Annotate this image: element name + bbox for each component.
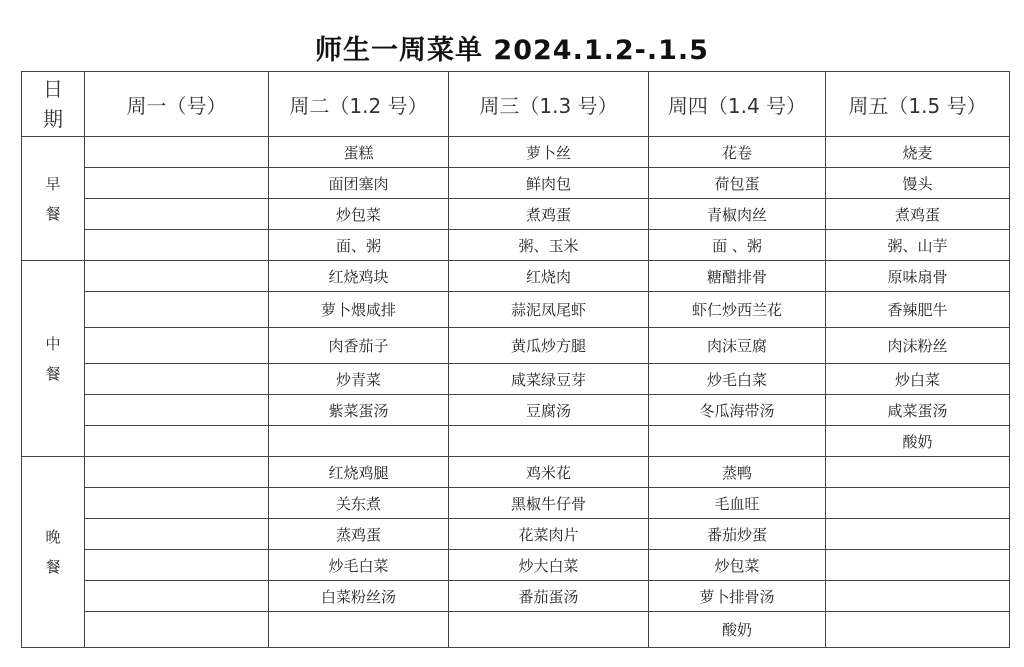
dinner-dish-friday — [826, 581, 1010, 612]
dinner-dish-tuesday: 蒸鸡蛋 — [269, 519, 449, 550]
day-header-monday: 周一（号） — [85, 72, 269, 137]
dinner-row — [22, 550, 1010, 581]
day-header-wednesday: 周三（1.3 号） — [449, 72, 649, 137]
page-title: 师生一周菜单 2024.1.2-.1.5 — [315, 35, 709, 66]
breakfast-dish-tuesday: 面、粥 — [269, 230, 449, 261]
dinner-dish-tuesday: 关东煮 — [269, 488, 449, 519]
date-header-char-2: 期 — [43, 107, 63, 131]
lunch-dish-thursday: 冬瓜海带汤 — [649, 395, 826, 426]
dinner-dish-tuesday: 红烧鸡腿 — [269, 457, 449, 488]
lunch-dish-thursday: 虾仁炒西兰花 — [649, 292, 826, 328]
lunch-dish-wednesday: 蒜泥凤尾虾 — [449, 292, 649, 328]
lunch-dish-friday: 肉沫粉丝 — [826, 328, 1010, 364]
dinner-dish-monday — [85, 488, 269, 519]
lunch-dish-wednesday: 豆腐汤 — [449, 395, 649, 426]
lunch-dish-friday: 咸菜蛋汤 — [826, 395, 1010, 426]
lunch-dish-friday: 原味扇骨 — [826, 261, 1010, 292]
breakfast-dish-tuesday: 炒包菜 — [269, 199, 449, 230]
breakfast-dish-monday — [85, 168, 269, 199]
day-header-tuesday: 周二（1.2 号） — [269, 72, 449, 137]
weekly-menu-table — [21, 71, 1010, 648]
lunch-dish-monday — [85, 261, 269, 292]
breakfast-dish-thursday: 荷包蛋 — [649, 168, 826, 199]
lunch-dish-tuesday: 红烧鸡块 — [269, 261, 449, 292]
lunch-dish-monday — [85, 364, 269, 395]
breakfast-dish-wednesday: 粥、玉米 — [449, 230, 649, 261]
lunch-dish-wednesday: 红烧肉 — [449, 261, 649, 292]
lunch-row — [22, 261, 1010, 292]
lunch-dish-monday — [85, 292, 269, 328]
breakfast-dish-friday: 粥、山芋 — [826, 230, 1010, 261]
dinner-row — [22, 457, 1010, 488]
breakfast-label — [22, 137, 85, 261]
dinner-dish-wednesday: 番茄蛋汤 — [449, 581, 649, 612]
dinner-dish-friday — [826, 612, 1010, 648]
breakfast-dish-thursday: 面 、粥 — [649, 230, 826, 261]
date-header — [22, 72, 85, 137]
breakfast-dish-friday: 煮鸡蛋 — [826, 199, 1010, 230]
breakfast-dish-thursday: 花卷 — [649, 137, 826, 168]
dinner-dish-thursday: 萝卜排骨汤 — [649, 581, 826, 612]
breakfast-row — [22, 137, 1010, 168]
lunch-row — [22, 364, 1010, 395]
breakfast-dish-wednesday: 萝卜丝 — [449, 137, 649, 168]
breakfast-row — [22, 230, 1010, 261]
breakfast-dish-tuesday: 蛋糕 — [269, 137, 449, 168]
dinner-row — [22, 488, 1010, 519]
breakfast-row — [22, 199, 1010, 230]
breakfast-dish-wednesday: 煮鸡蛋 — [449, 199, 649, 230]
breakfast-dish-monday — [85, 230, 269, 261]
lunch-dish-thursday: 肉沫豆腐 — [649, 328, 826, 364]
dinner-dish-wednesday: 炒大白菜 — [449, 550, 649, 581]
breakfast-label-char: 早 — [45, 174, 61, 193]
dinner-dish-thursday: 炒包菜 — [649, 550, 826, 581]
lunch-row — [22, 292, 1010, 328]
breakfast-dish-monday — [85, 199, 269, 230]
lunch-dish-wednesday: 咸菜绿豆芽 — [449, 364, 649, 395]
dinner-label-char: 餐 — [45, 558, 61, 576]
dinner-dish-monday — [85, 612, 269, 648]
breakfast-dish-tuesday: 面团塞肉 — [269, 168, 449, 199]
breakfast-dish-thursday: 青椒肉丝 — [649, 199, 826, 230]
breakfast-row — [22, 168, 1010, 199]
breakfast-dish-friday: 馒头 — [826, 168, 1010, 199]
dinner-label-char: 晚 — [45, 528, 61, 546]
lunch-dish-monday — [85, 426, 269, 457]
lunch-row — [22, 426, 1010, 457]
dinner-dish-tuesday: 白菜粉丝汤 — [269, 581, 449, 612]
lunch-dish-wednesday — [449, 426, 649, 457]
lunch-dish-thursday: 炒毛白菜 — [649, 364, 826, 395]
lunch-dish-tuesday: 炒青菜 — [269, 364, 449, 395]
dinner-row — [22, 581, 1010, 612]
dinner-dish-wednesday — [449, 612, 649, 648]
breakfast-dish-friday: 烧麦 — [826, 137, 1010, 168]
dinner-dish-wednesday: 黑椒牛仔骨 — [449, 488, 649, 519]
lunch-dish-wednesday: 黄瓜炒方腿 — [449, 328, 649, 364]
dinner-dish-monday — [85, 457, 269, 488]
lunch-dish-thursday — [649, 426, 826, 457]
lunch-dish-tuesday: 萝卜煨咸排 — [269, 292, 449, 328]
lunch-dish-friday: 酸奶 — [826, 426, 1010, 457]
lunch-dish-monday — [85, 395, 269, 426]
lunch-row — [22, 328, 1010, 364]
dinner-dish-thursday: 蒸鸭 — [649, 457, 826, 488]
lunch-dish-tuesday: 紫菜蛋汤 — [269, 395, 449, 426]
dinner-dish-thursday: 番茄炒蛋 — [649, 519, 826, 550]
dinner-dish-thursday: 毛血旺 — [649, 488, 826, 519]
breakfast-dish-wednesday: 鲜肉包 — [449, 168, 649, 199]
dinner-dish-friday — [826, 519, 1010, 550]
breakfast-dish-monday — [85, 137, 269, 168]
lunch-dish-friday: 香辣肥牛 — [826, 292, 1010, 328]
lunch-dish-monday — [85, 328, 269, 364]
dinner-dish-monday — [85, 581, 269, 612]
dinner-dish-tuesday — [269, 612, 449, 648]
day-header-thursday: 周四（1.4 号） — [649, 72, 826, 137]
lunch-label — [22, 261, 85, 457]
dinner-row — [22, 612, 1010, 648]
dinner-dish-tuesday: 炒毛白菜 — [269, 550, 449, 581]
dinner-dish-friday — [826, 488, 1010, 519]
dinner-dish-wednesday: 鸡米花 — [449, 457, 649, 488]
dinner-row — [22, 519, 1010, 550]
lunch-dish-tuesday: 肉香茄子 — [269, 328, 449, 364]
lunch-label-char: 中 — [45, 334, 61, 353]
dinner-dish-friday — [826, 550, 1010, 581]
date-header-char-1: 日 — [43, 77, 63, 101]
dinner-dish-thursday: 酸奶 — [649, 612, 826, 648]
dinner-dish-monday — [85, 519, 269, 550]
dinner-dish-friday — [826, 457, 1010, 488]
dinner-dish-wednesday: 花菜肉片 — [449, 519, 649, 550]
lunch-label-char: 餐 — [45, 364, 61, 383]
lunch-dish-tuesday — [269, 426, 449, 457]
header-row — [22, 72, 1010, 137]
lunch-dish-thursday: 糖醋排骨 — [649, 261, 826, 292]
lunch-row — [22, 395, 1010, 426]
dinner-dish-monday — [85, 550, 269, 581]
breakfast-label-char: 餐 — [45, 204, 61, 223]
day-header-friday: 周五（1.5 号） — [826, 72, 1010, 137]
lunch-dish-friday: 炒白菜 — [826, 364, 1010, 395]
dinner-label — [22, 457, 85, 648]
